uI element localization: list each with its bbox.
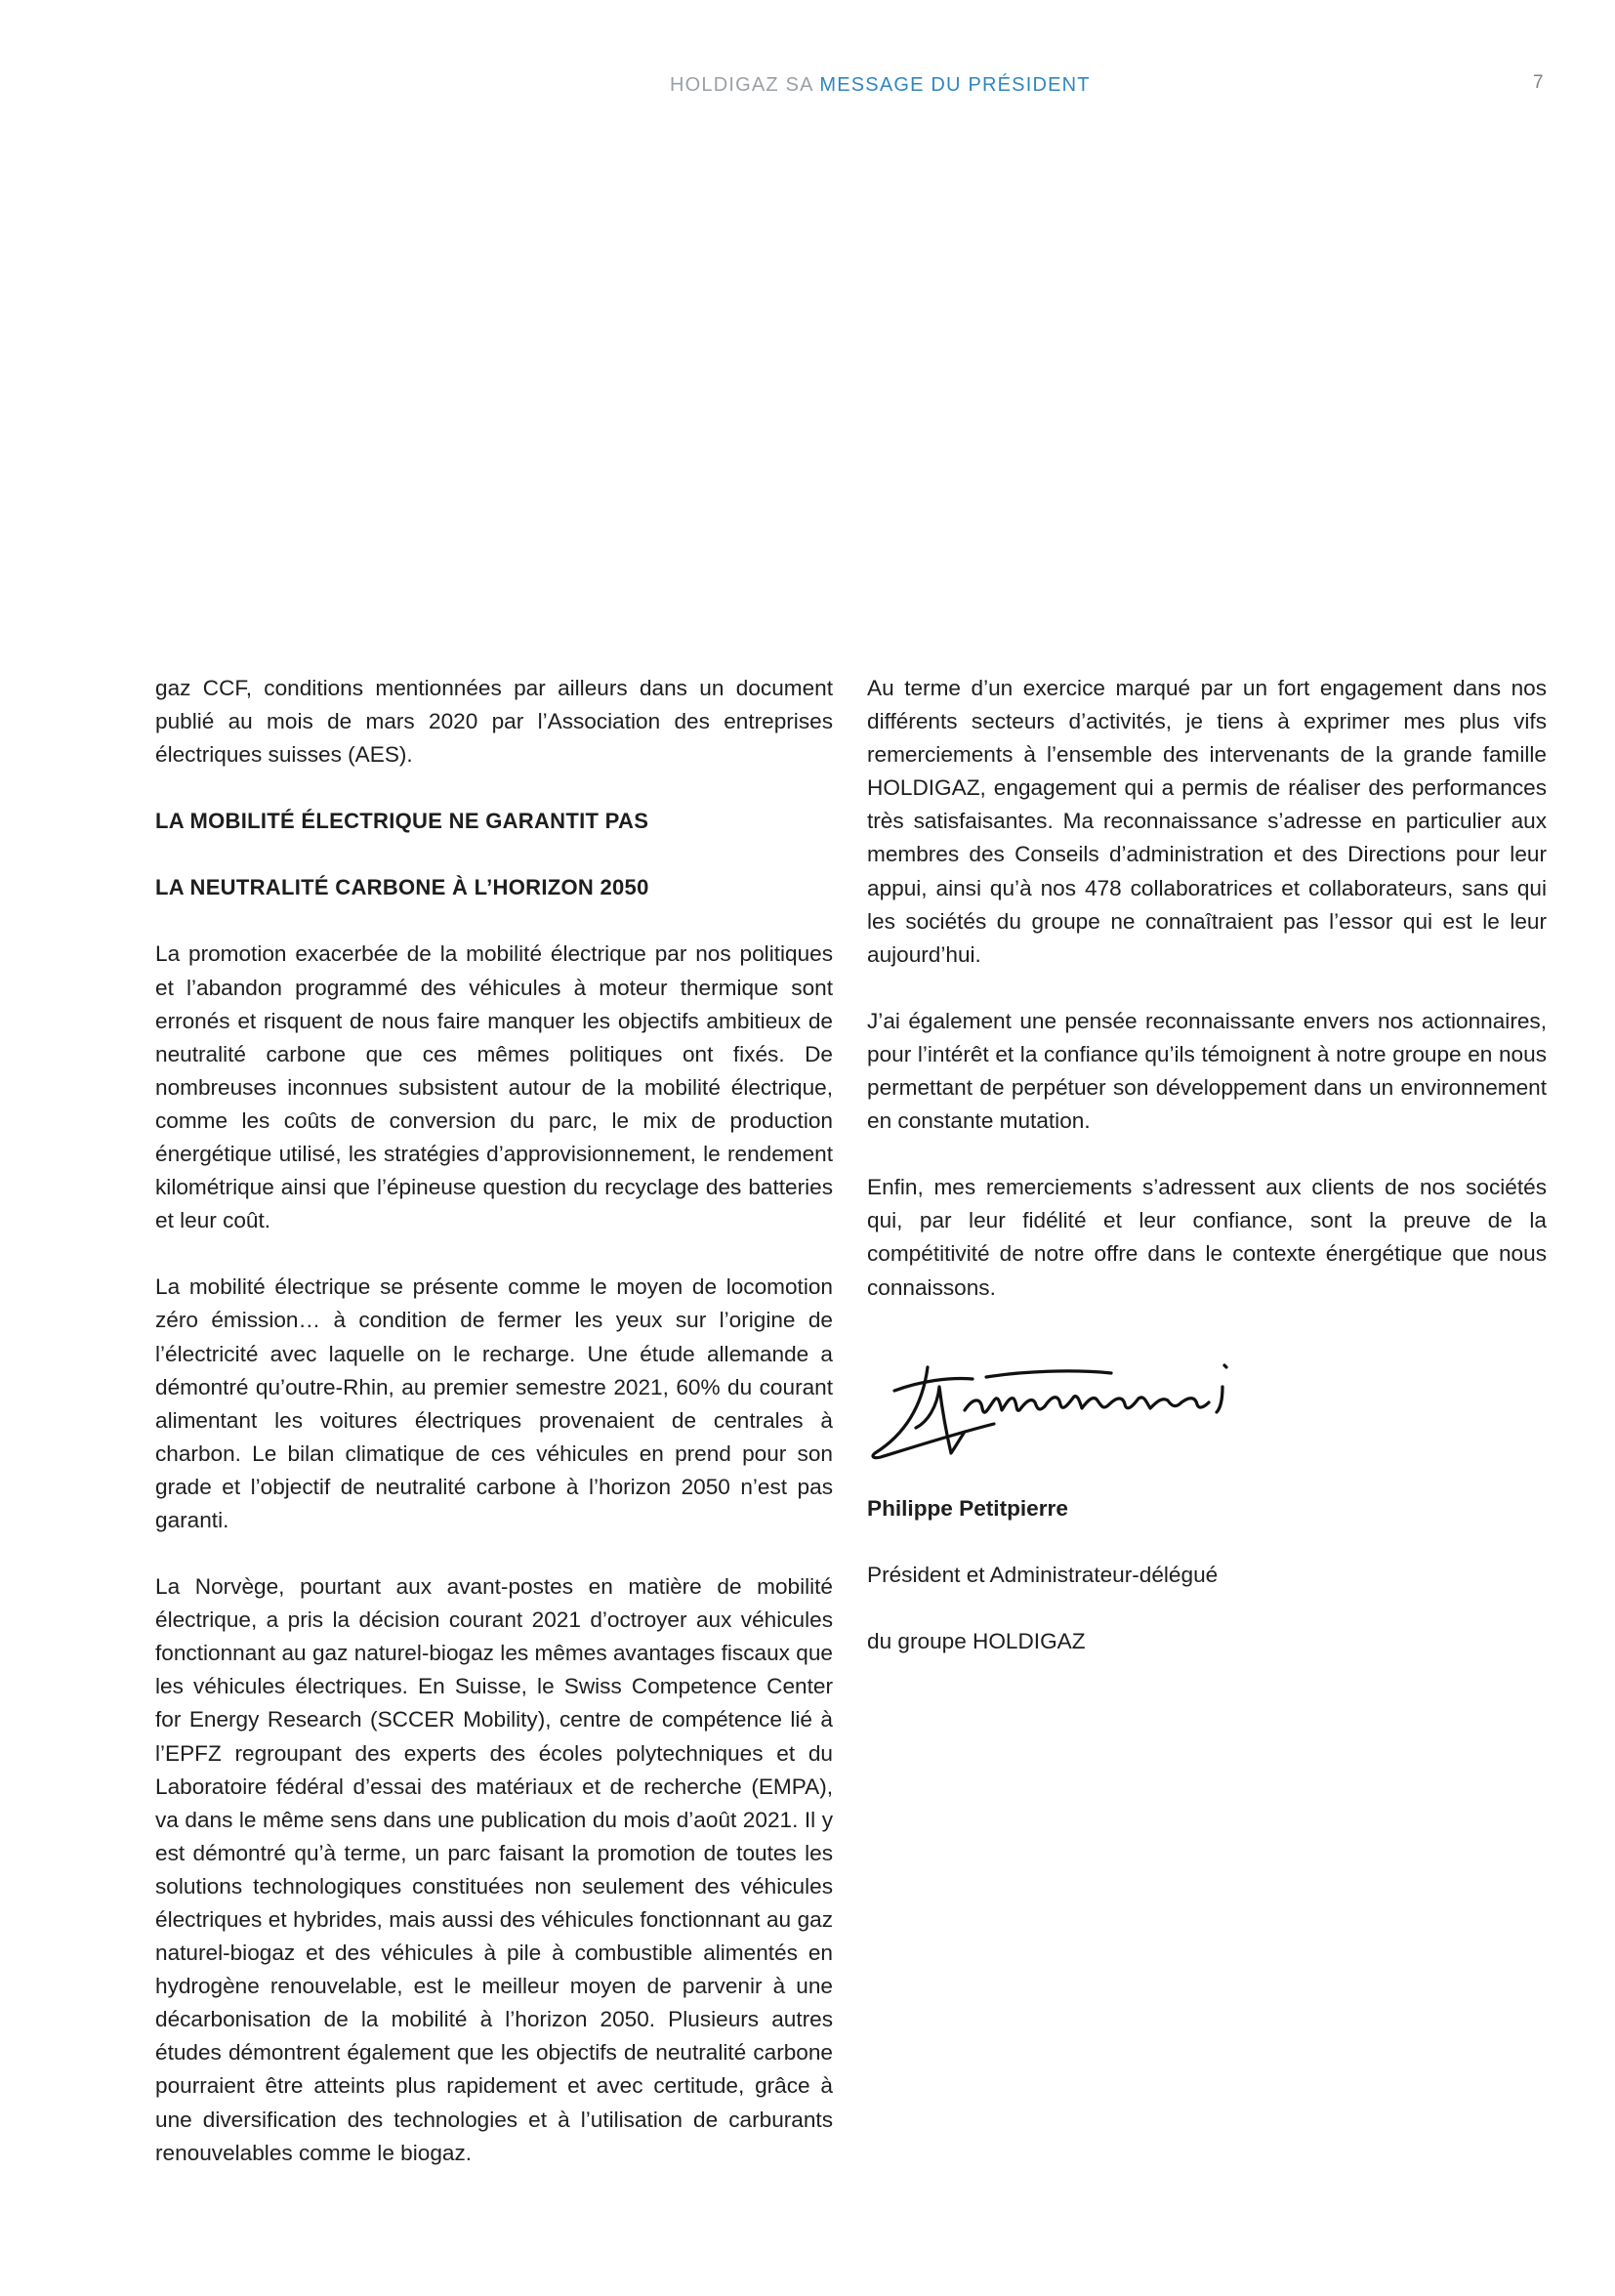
paragraph-continuation: gaz CCF, conditions mentionnées par ailleurs dans un document publié au mois de mars 2020 par l’Association des entreprises électriques suisses (AES). [155, 676, 833, 768]
header-section-title: MESSAGE DU PRÉSIDENT [819, 74, 1091, 96]
header-company: HOLDIGAZ SA [670, 74, 813, 96]
paragraph-thanks-staff: Au terme d’un exercice marqué par un fort engagement dans nos différents secteurs d’activités, je tiens à exprimer mes plus vifs remerciements à l’ensemble des intervenants de la grande famille HOLDIGAZ, engagement qui a permis de réaliser des performances très satisfaisantes. Ma reconnaissance s’adresse en particulier aux membres des Conseils d’administration et des Directions pour leur appui, ainsi qu’à nos 478 collaboratrices et collaborateurs, sans qui les sociétés du groupe ne connaîtraient pas l’essor qui est le leur aujourd’hui. [867, 676, 1547, 967]
paragraph-thanks-shareholders: J’ai également une pensée reconnaissante envers nos actionnaires, pour l’intérêt et la confiance qu’ils témoignent à notre groupe en nous permettant de perpétuer son développement dans un environnement en constante mutation. [867, 1008, 1547, 1134]
signer-title-line-2: du groupe HOLDIGAZ [867, 1628, 1086, 1653]
paragraph-electric-mobility-promotion: La promotion exacerbée de la mobilité électrique par nos politiques et l’abandon programmé des véhicules à moteur thermique sont erronés et risquent de nous faire manquer les objectifs ambitieux de neutralité carbone que ces mêmes politiques ont fixés. De nombreuses inconnues subsistent autour de la mobilité électrique, comme les coûts de conversion du parc, le mix de production énergétique utilisé, les stratégies d’approvisionnement, le rendement kilométrique ainsi que l’épineuse question du recyclage des batteries et leur coût. [155, 941, 833, 1233]
handwritten-signature [867, 1338, 1258, 1475]
left-column [155, 672, 833, 2170]
running-header [670, 74, 1091, 97]
paragraph-zero-emission: La mobilité électrique se présente comme le moyen de locomotion zéro émission… à condition de fermer les yeux sur l’origine de l’électricité avec laquelle on le recharge. Une étude allemande a démontré qu’outre-Rhin, au premier semestre 2021, 60% du courant alimentant les voitures électriques provenaient de centrales à charbon. Le bilan climatique de ces véhicules en prend pour son grade et l’objectif de neutralité carbone à l’horizon 2050 n’est pas garanti. [155, 1274, 833, 1532]
paragraph-norway-switzerland: La Norvège, pourtant aux avant-postes en matière de mobilité électrique, a pris la décision courant 2021 d’octroyer aux véhicules fonctionnant au gaz naturel-biogaz les mêmes avantages fiscaux que les véhicules électriques. En Suisse, le Swiss Competence Center for Energy Research (SCCER Mobility), centre de compétence lié à l’EPFZ regroupant des experts des écoles polytechniques et du Laboratoire fédéral d’essai des matériaux et de recherche (EMPA), va dans le même sens dans une publication du mois d’août 2021. Il y est démontré qu’à terme, un parc faisant la promotion de toutes les solutions technologiques constituées non seulement des véhicules électriques et hybrides, mais aussi des véhicules fonctionnant au gaz naturel-biogaz et des véhicules à pile à combustible alimentés en hydrogène renouvelable, est le meilleur moyen de parvenir à une décarbonisation de la mobilité à l’horizon 2050. Plusieurs autres études démontrent également que les objectifs de neutralité carbone pourraient être atteints plus rapidement et avec certitude, grâce à une diversification des technologies et à l’utilisation de carburants renouvelables comme le biogaz. [155, 1574, 833, 2165]
page-number: 7 [1533, 72, 1544, 93]
signer-title-line-1: Président et Administrateur-délégué [867, 1562, 1219, 1587]
section-heading-line-1: LA MOBILITÉ ÉLECTRIQUE NE GARANTIT PAS [155, 809, 649, 834]
signer-name: Philippe Petitpierre [867, 1495, 1068, 1521]
right-column [867, 672, 1547, 1691]
section-heading-line-2: LA NEUTRALITÉ CARBONE À L’HORIZON 2050 [155, 875, 649, 900]
paragraph-thanks-clients: Enfin, mes remerciements s’adressent aux clients de nos sociétés qui, par leur fidélité et leur confiance, sont la preuve de la compétitivité de notre offre dans le contexte énergétique que nous connaissons. [867, 1175, 1547, 1300]
